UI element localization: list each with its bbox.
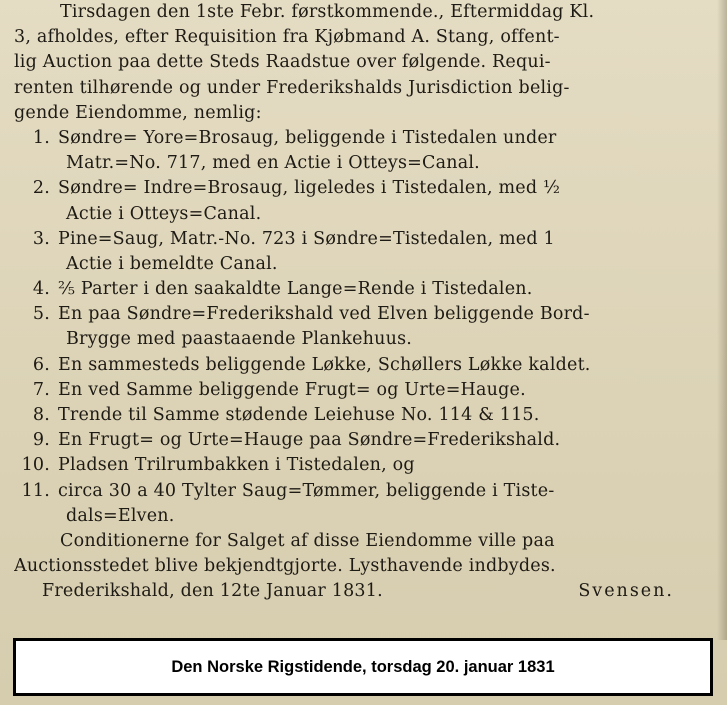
item-text: Trende til Samme stødende Leiehuse No. 114 & 115. [58,405,540,425]
conditions-line: Conditionerne for Salget af disse Eiendomme ville paa [60,530,555,551]
item-number: 1. [32,127,50,148]
item-number: 6. [32,354,50,375]
item-number: 7. [32,379,50,400]
list-item [14,277,714,302]
item-text: En sammesteds beliggende Løkke, Schøllers Løkke kaldet. [58,354,591,375]
item-text-continued: dals=Elven. [66,505,175,526]
closing-line [14,579,714,604]
item-text: En Frugt= og Urte=Hauge paa Søndre=Frederikshald. [58,430,561,451]
item-text: Søndre= Indre=Brosaug, ligeledes i Tistedalen, med ½ [58,178,561,199]
list-item [14,176,714,201]
place-date: Frederikshald, den 12te Januar 1831. [42,581,383,602]
list-item [14,302,714,327]
item-text-continued: Actie i Otteys=Canal. [66,203,262,224]
item-text: En ved Samme beliggende Frugt= og Urte=Hauge. [58,379,526,400]
list-item [14,479,714,504]
item-number: 3. [32,228,50,249]
item-number: 9. [32,430,50,451]
item-text-continued: Actie i bemeldte Canal. [66,253,278,274]
item-text: Pine=Saug, Matr.-No. 723 i Søndre=Tistedalen, med 1 [58,228,555,249]
item-text-continued: Brygge med paastaaende Plankehuus. [66,329,413,350]
intro-line: renten tilhørende og under Frederikshalds Jurisdiction belig- [14,77,570,98]
intro-line: Tirsdagen den 1ste Febr. førstkommende., Eftermiddag Kl. [60,2,595,22]
intro-line: gende Eiendomme, nemlig: [14,102,262,123]
item-number: 10. [21,455,50,476]
list-item [14,353,714,378]
item-number: 4. [32,279,50,300]
list-item [14,227,714,252]
list-item [14,453,714,478]
item-number: 11. [21,480,50,501]
item-text: En paa Søndre=Frederikshald ved Elven beliggende Bord- [58,304,590,325]
auction-notice [14,0,714,605]
item-number: 5. [32,304,50,325]
item-text: Pladsen Trilrumbakken i Tistedalen, og [58,455,415,476]
list-item [14,403,714,428]
list-item [14,126,714,151]
list-item [14,428,714,453]
signature: Svensen. [578,581,674,602]
caption-text: Den Norske Rigstidende, torsdag 20. januar 1831 [171,657,555,676]
conditions-line: Auctionsstedet blive bekjendtgjorte. Lysthavende indbydes. [14,556,556,577]
page-edge-shadow [717,0,727,640]
item-text: circa 30 a 40 Tylter Saug=Tømmer, beliggende i Tiste- [58,480,555,501]
intro-line: 3, afholdes, efter Requisition fra Kjøbmand A. Stang, offent- [14,27,560,48]
item-number: 8. [32,405,50,425]
caption-box [13,638,713,696]
item-text-continued: Matr.=No. 717, med en Actie i Otteys=Canal. [66,153,480,174]
list-item [14,378,714,403]
intro-line: lig Auction paa dette Steds Raadstue over følgende. Requi- [14,52,551,73]
item-number: 2. [32,178,50,199]
item-text: ⅖ Parter i den saakaldte Lange=Rende i Tistedalen. [58,279,533,300]
item-text: Søndre= Yore=Brosaug, beliggende i Tistedalen under [58,127,557,148]
